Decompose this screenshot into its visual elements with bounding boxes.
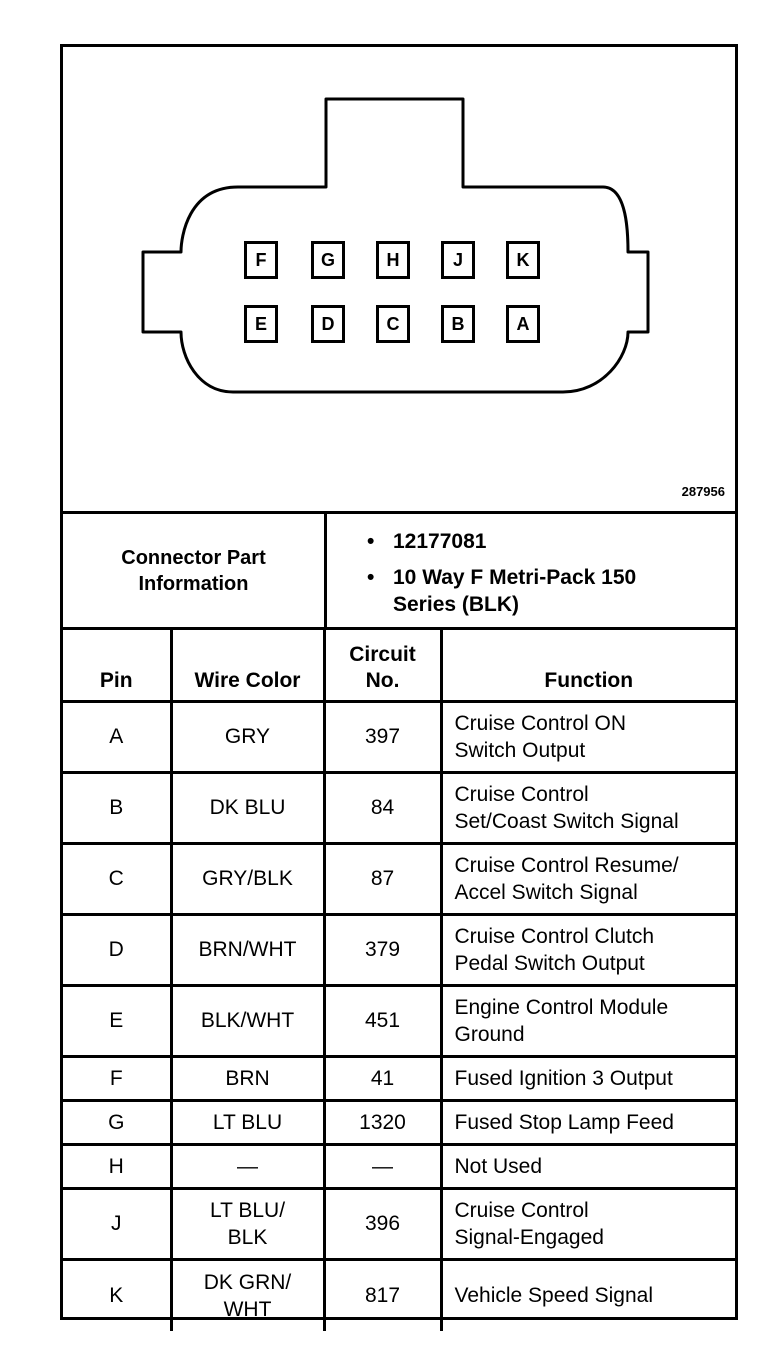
part-info-label [63, 514, 327, 627]
pin-cavity-c: C [376, 305, 410, 343]
table-row [63, 701, 735, 772]
pin-cavity-j: J [441, 241, 475, 279]
header-wire-color: Wire Color [171, 630, 324, 701]
wire-color-cell: DK BLU [171, 772, 324, 843]
header-function: Function [441, 630, 735, 701]
table-row [63, 1259, 735, 1331]
pin-cavity-g: G [311, 241, 345, 279]
table-row [63, 1056, 735, 1100]
pin-cell: C [63, 843, 171, 914]
table-row [63, 1188, 735, 1259]
pin-cavity-k: K [506, 241, 540, 279]
connector-type: 10 Way F Metri-Pack 150 Series (BLK) [393, 566, 637, 616]
function-cell: Engine Control Module Ground [441, 985, 735, 1056]
pin-cavity-e: E [244, 305, 278, 343]
pin-cavity-b: B [441, 305, 475, 343]
wire-color-cell: BRN [171, 1056, 324, 1100]
part-info-section [63, 514, 735, 630]
part-info-label-line1: Connector Part [121, 546, 266, 569]
pin-cavity-d: D [311, 305, 345, 343]
header-circuit: Circuit No. [324, 630, 441, 701]
pin-cell: H [63, 1144, 171, 1188]
function-cell: Not Used [441, 1144, 735, 1188]
circuit-cell: 379 [324, 914, 441, 985]
pin-cell: B [63, 772, 171, 843]
wire-color-cell: LT BLU [171, 1100, 324, 1144]
table-header-row [63, 630, 735, 701]
circuit-cell: 84 [324, 772, 441, 843]
bullet-icon: • [367, 566, 375, 589]
function-cell: Vehicle Speed Signal [441, 1259, 735, 1331]
table-row [63, 1144, 735, 1188]
table-row [63, 985, 735, 1056]
wire-color-cell: — [171, 1144, 324, 1188]
table-row [63, 1100, 735, 1144]
pin-cell: A [63, 701, 171, 772]
circuit-cell: — [324, 1144, 441, 1188]
pin-cavity-a: A [506, 305, 540, 343]
pin-cell: G [63, 1100, 171, 1144]
circuit-cell: 817 [324, 1259, 441, 1331]
circuit-cell: 41 [324, 1056, 441, 1100]
part-info-label-line2: Information [138, 572, 249, 595]
table-row [63, 914, 735, 985]
circuit-cell: 397 [324, 701, 441, 772]
wire-color-cell: GRY [171, 701, 324, 772]
function-cell: Cruise Control Clutch Pedal Switch Output [441, 914, 735, 985]
wire-color-cell: BRN/WHT [171, 914, 324, 985]
part-info-values [327, 514, 735, 627]
pin-cell: J [63, 1188, 171, 1259]
function-cell: Cruise Control Resume/ Accel Switch Signal [441, 843, 735, 914]
pin-cell: E [63, 985, 171, 1056]
connector-outline [63, 47, 735, 511]
pin-cell: F [63, 1056, 171, 1100]
circuit-cell: 451 [324, 985, 441, 1056]
function-cell: Fused Ignition 3 Output [441, 1056, 735, 1100]
header-pin: Pin [63, 630, 171, 701]
circuit-cell: 1320 [324, 1100, 441, 1144]
part-number: 12177081 [393, 530, 487, 553]
pin-cavity-h: H [376, 241, 410, 279]
table-row [63, 772, 735, 843]
function-cell: Fused Stop Lamp Feed [441, 1100, 735, 1144]
circuit-cell: 87 [324, 843, 441, 914]
wire-color-cell: BLK/WHT [171, 985, 324, 1056]
wire-color-cell: DK GRN/ WHT [171, 1259, 324, 1331]
pin-cavity-f: F [244, 241, 278, 279]
circuit-cell: 396 [324, 1188, 441, 1259]
pinout-table [63, 630, 735, 1331]
pin-cell: K [63, 1259, 171, 1331]
bullet-icon: • [367, 530, 375, 553]
table-row [63, 843, 735, 914]
figure-id: 287956 [681, 484, 725, 499]
connector-chart [60, 44, 738, 1320]
wire-color-cell: LT BLU/ BLK [171, 1188, 324, 1259]
wire-color-cell: GRY/BLK [171, 843, 324, 914]
function-cell: Cruise Control Set/Coast Switch Signal [441, 772, 735, 843]
pin-cell: D [63, 914, 171, 985]
connector-diagram [63, 47, 735, 514]
function-cell: Cruise Control Signal-Engaged [441, 1188, 735, 1259]
function-cell: Cruise Control ON Switch Output [441, 701, 735, 772]
